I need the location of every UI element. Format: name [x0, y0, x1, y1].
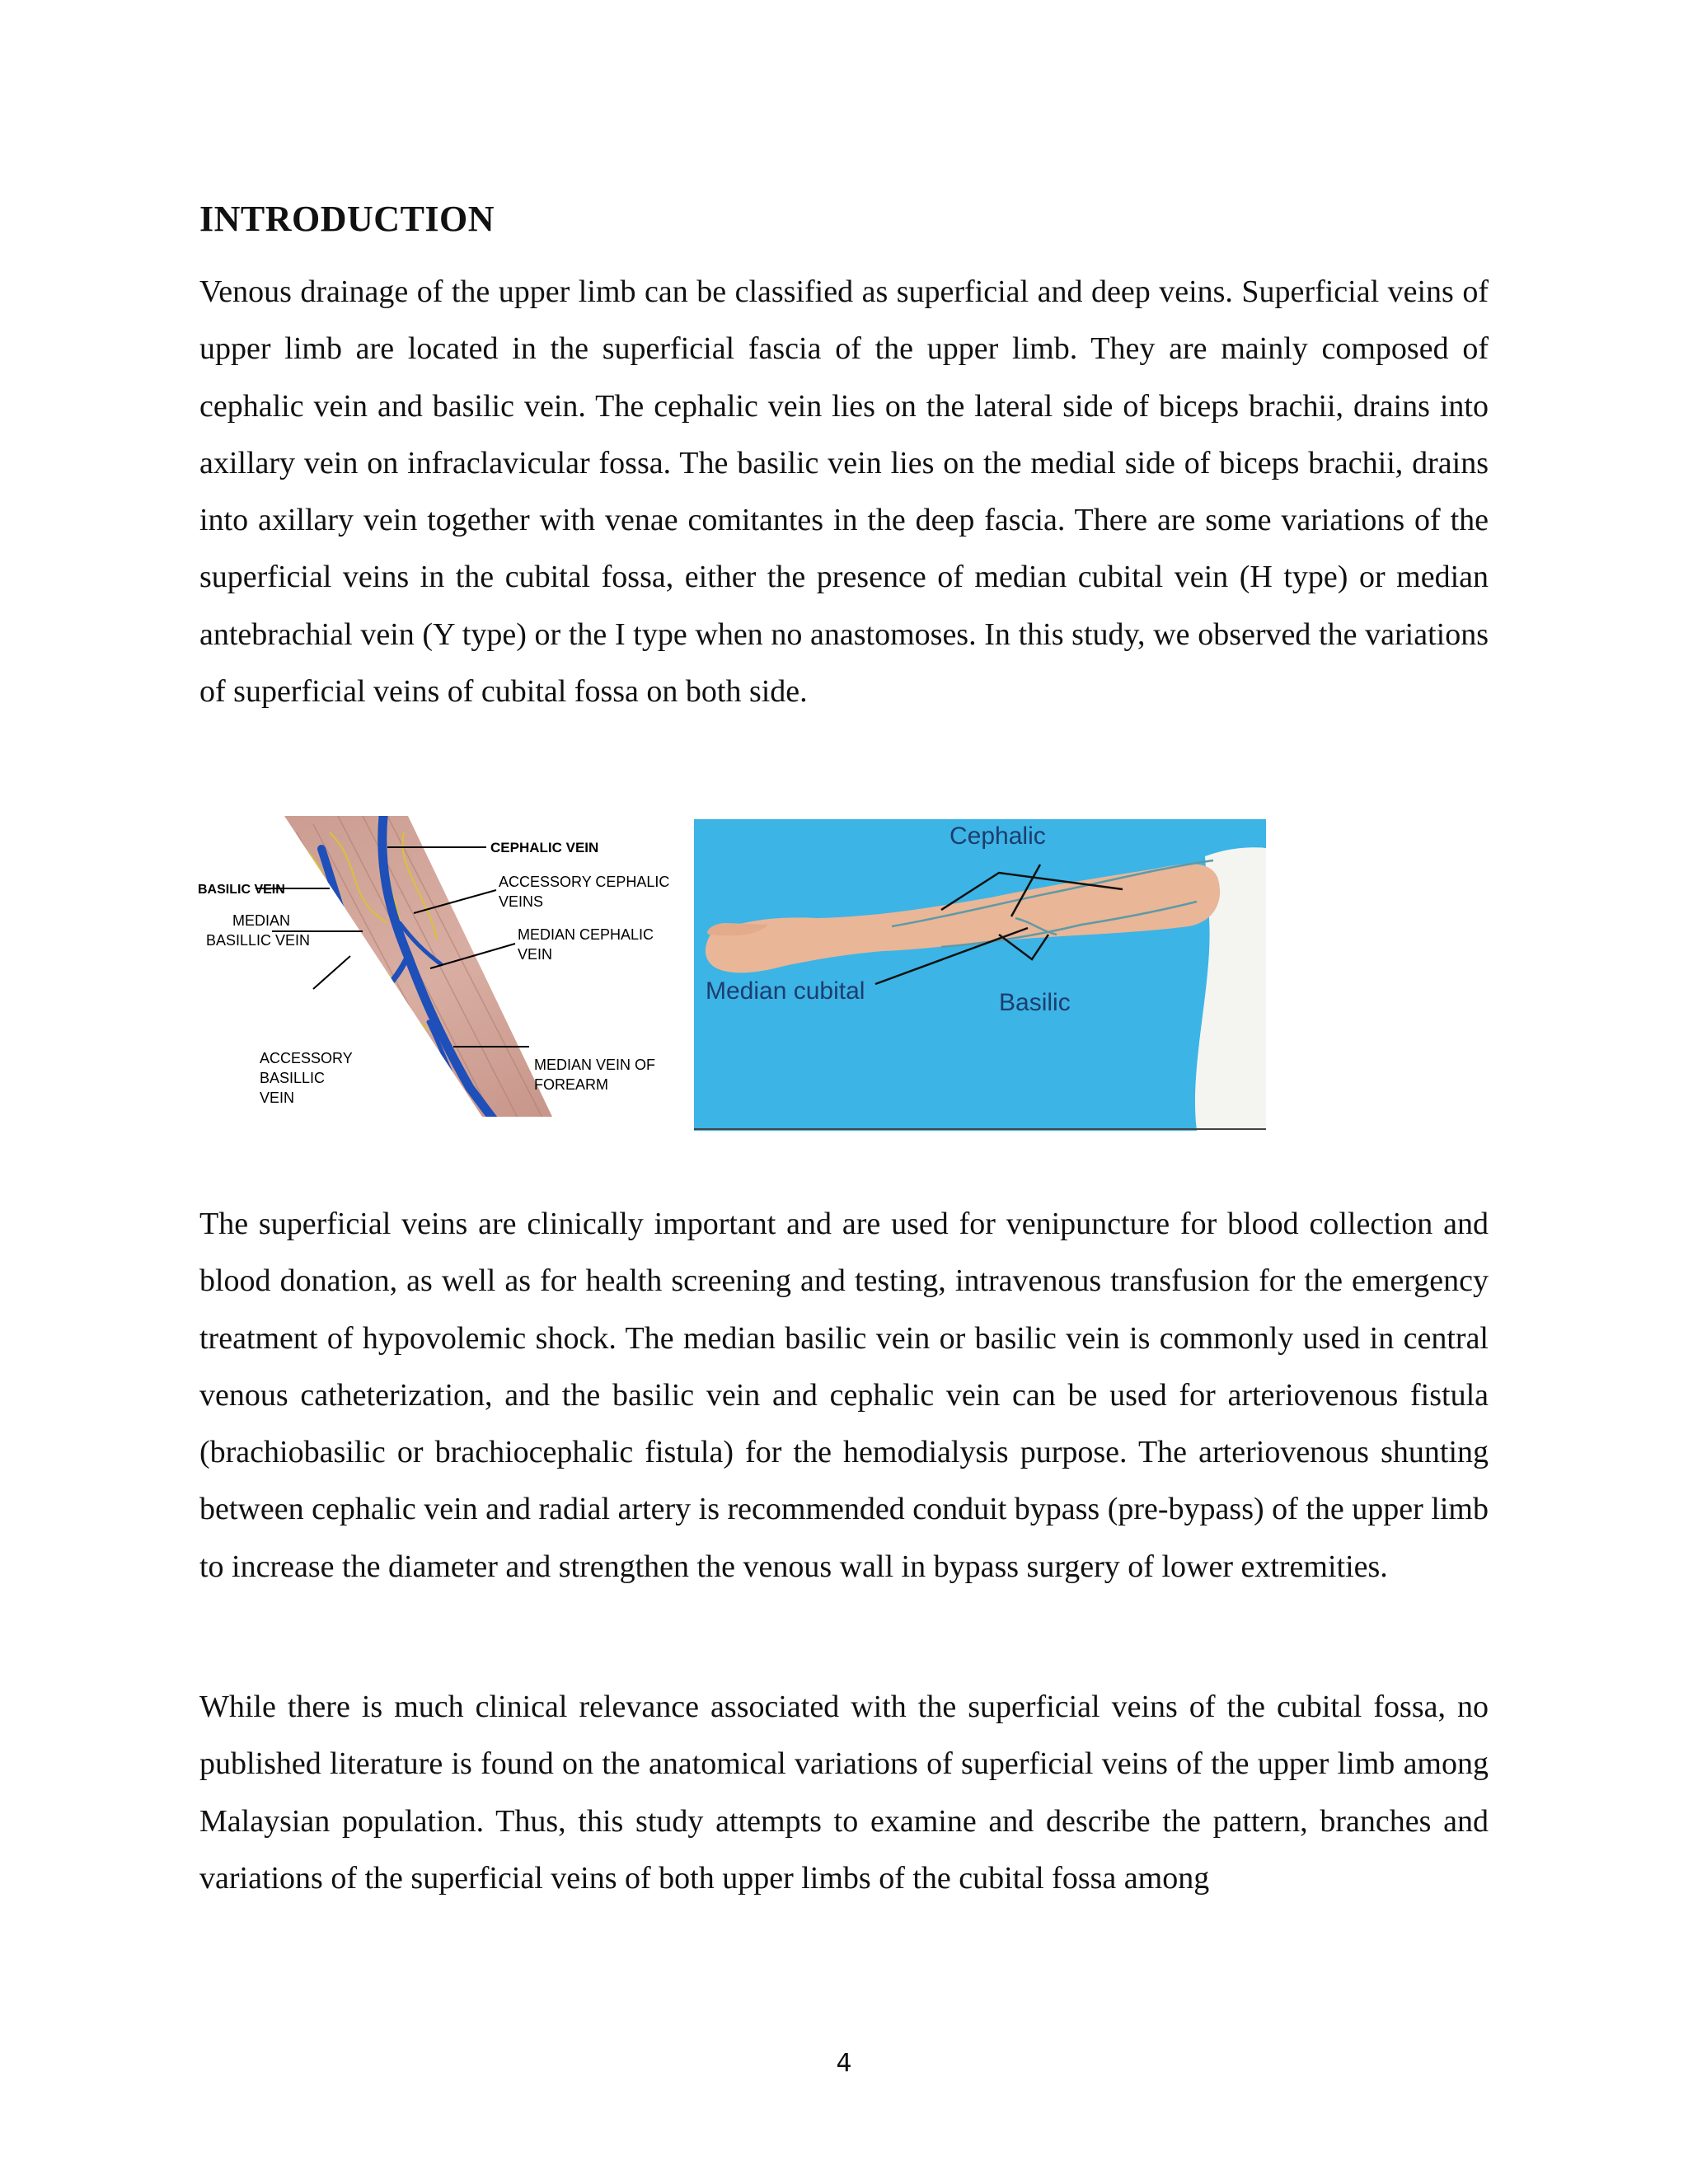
label-median-cubital: Median cubital [706, 977, 865, 1005]
paragraph-2: The superficial veins are clinically important and are used for venipuncture for blood collection and blood donation, as well as for health screening and testing, intravenous transfusion for the emergency treatment of hypovolemic shock. The median basilic vein or basilic vein is commonly used in central venous catheterization, and the basilic vein and cephalic vein can be used for arteriovenous fistula (brachiobasilic or brachiocephalic fistula) for the hemodialysis purpose. The arteriovenous shunting between cephalic vein and radial artery is recommended conduit bypass (pre-bypass) of the upper limb to increase the diameter and strengthen the venous wall in bypass surgery of lower extremities. [199, 1207, 1489, 1584]
label-median-basillic-line2: BASILLIC VEIN [206, 932, 311, 949]
arm-veins-photo [694, 819, 1266, 1131]
label-median-basillic-line1: MEDIAN [232, 912, 291, 929]
label-accessory-basillic-line3: VEIN [260, 1090, 295, 1106]
label-median-forearm-line1: MEDIAN VEIN OF [534, 1057, 656, 1073]
label-accessory-cephalic-line2: VEINS [499, 893, 544, 910]
paragraph-1: Venous drainage of the upper limb can be classified as superficial and deep veins. Superficial veins of upper limb are located in the superficial fascia of the upper limb. They are mainly composed of cephalic vein and basilic vein. The cephalic vein lies on the lateral side of biceps brachii, drains into axillary vein on infraclavicular fossa. The basilic vein lies on the medial side of biceps brachii, drains into axillary vein together with venae comitantes in the deep fascia. There are some variations of the superficial veins in the cubital fossa, either the presence of median cubital vein (H type) or median antebrachial vein (Y type) or the I type when no anastomoses. In this study, we observed the variations of superficial veins of cubital fossa on both side. [199, 274, 1489, 710]
paragraph-3: While there is much clinical relevance associated with the superficial veins of the cubital fossa, no published literature is found on the anatomical variations of superficial veins of the upper limb among Malaysian population. Thus, this study attempts to examine and describe the pattern, branches and variations of the superficial veins of both upper limbs of the cubital fossa among [199, 1690, 1489, 1896]
label-cephalic: Cephalic [950, 823, 1046, 850]
label-cephalic-vein: CEPHALIC VEIN [490, 840, 599, 855]
label-median-cephalic-line1: MEDIAN CEPHALIC [518, 926, 654, 943]
label-median-forearm-line2: FOREARM [534, 1076, 608, 1093]
label-median-cephalic-line2: VEIN [518, 946, 553, 963]
label-accessory-basillic-line2: BASILLIC [260, 1070, 326, 1086]
label-basilic: Basilic [999, 989, 1071, 1016]
section-heading: INTRODUCTION [199, 199, 495, 239]
label-accessory-basillic-line1: ACCESSORY [260, 1050, 353, 1066]
label-basilic-vein: BASILIC VEIN [198, 883, 285, 897]
page-number: 4 [836, 2049, 852, 2078]
label-accessory-cephalic-line1: ACCESSORY CEPHALIC [499, 874, 670, 890]
forearm-veins-illustration [198, 816, 692, 1121]
